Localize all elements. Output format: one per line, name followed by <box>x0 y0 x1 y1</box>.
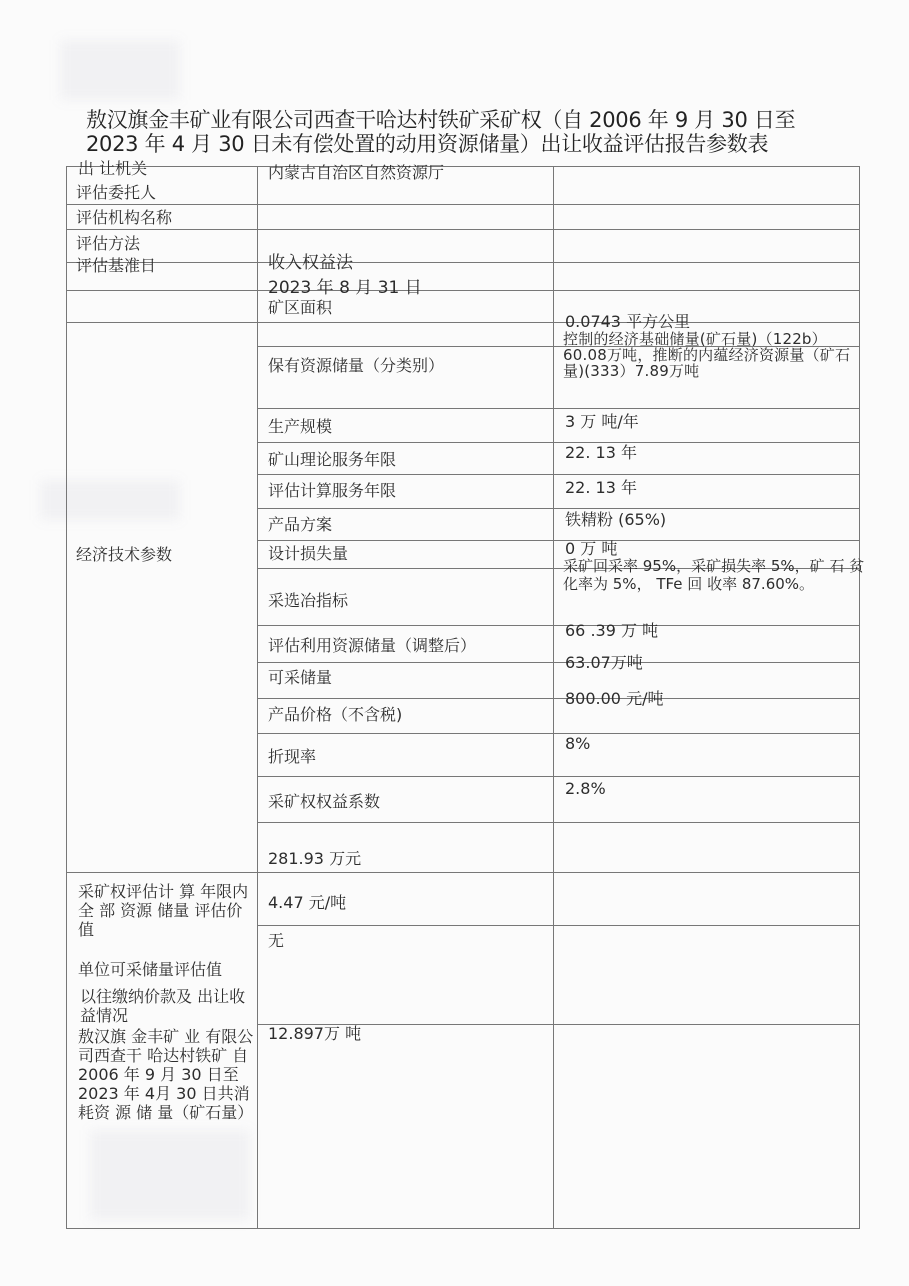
grant-authority-value: 内蒙古自治区自然资源厅 <box>268 163 445 182</box>
econ-item-label: 矿区面积 <box>268 298 333 317</box>
row-divider <box>66 872 860 873</box>
table-border-top <box>66 166 860 167</box>
row-divider <box>257 508 860 509</box>
econ-item-label: 可采储量 <box>268 668 333 687</box>
table-border-bottom <box>66 1228 860 1229</box>
row-divider <box>257 698 860 699</box>
econ-item-value: 66 .39 万 吨 <box>565 621 659 640</box>
row-divider <box>257 925 860 926</box>
econ-item-label: 采矿权权益系数 <box>268 792 381 811</box>
econ-item-value: 0 万 吨 <box>565 539 618 558</box>
econ-item-label: 产品方案 <box>268 515 333 534</box>
agency-label: 评估机构名称 <box>76 208 173 227</box>
history-value: 无 <box>268 931 285 950</box>
econ-item-value: 0.0743 平方公里 <box>565 312 691 331</box>
row-divider <box>66 204 860 205</box>
econ-item-value: 8% <box>565 734 591 753</box>
consumed-value: 12.897万 吨 <box>268 1024 362 1043</box>
method-value: 收入权益法 <box>268 253 353 273</box>
econ-item-value: 2.8% <box>565 779 606 798</box>
econ-item-label: 矿山理论服务年限 <box>268 450 397 469</box>
econ-item-label: 采选冶指标 <box>268 591 349 610</box>
row-divider <box>257 408 860 409</box>
row-divider <box>257 442 860 443</box>
econ-item-value: 63.07万吨 <box>565 653 643 672</box>
econ-item-label: 产品价格（不含税) <box>268 705 403 724</box>
row-divider <box>66 322 860 323</box>
row-divider <box>66 262 860 263</box>
econ-item-label: 评估计算服务年限 <box>268 481 397 500</box>
unit-value-label: 单位可采储量评估值 <box>78 960 223 979</box>
econ-item-value: 铁精粉 (65%) <box>565 510 667 529</box>
base-date-label: 评估基准日 <box>76 256 157 275</box>
row-divider <box>257 540 860 541</box>
table-border-left <box>66 166 67 1228</box>
econ-item-label: 折现率 <box>268 747 317 766</box>
total-value-label: 采矿权评估计 算 年限内全 部 资源 储量 评估价值 <box>78 882 249 939</box>
row-divider <box>257 733 860 734</box>
grant-authority-label: 出 让机关 <box>78 159 148 178</box>
method-label: 评估方法 <box>76 234 141 253</box>
base-date-value: 2023 年 8 月 31 日 <box>268 278 422 298</box>
row-divider <box>257 662 860 663</box>
econ-item-value: 控制的经济基础储量(矿石量)（122b）60.08万吨，推断的内蕴经济资源量（矿石量)(333）7.89万吨 <box>563 330 851 380</box>
econ-item-value: 800.00 元/吨 <box>565 689 664 708</box>
row-divider <box>257 776 860 777</box>
total-value: 281.93 万元 <box>268 849 362 868</box>
row-divider <box>257 474 860 475</box>
econ-section-label: 经济技术参数 <box>76 545 173 564</box>
row-divider <box>66 290 860 291</box>
table-border-right <box>859 166 860 1228</box>
history-label: 以往缴纳价款及 出让收益情况 <box>80 987 246 1025</box>
econ-item-value: 22. 13 年 <box>565 443 637 462</box>
title-line-1: 敖汉旗金丰矿业有限公司西查干哈达村铁矿采矿权（自 2006 年 9 月 30 日至 <box>86 108 796 132</box>
econ-item-label: 保有资源储量（分类别） <box>268 356 445 375</box>
econ-item-label: 设计损失量 <box>268 544 349 563</box>
row-divider <box>257 822 860 823</box>
econ-item-label: 生产规模 <box>268 417 333 436</box>
econ-item-label: 评估利用资源储量（调整后） <box>268 636 477 655</box>
row-divider <box>66 229 860 230</box>
title-line-2: 2023 年 4 月 30 日未有偿处置的动用资源储量）出让收益评估报告参数表 <box>86 132 769 156</box>
client-label: 评估委托人 <box>76 183 157 202</box>
row-divider <box>257 625 860 626</box>
unit-value: 4.47 元/吨 <box>268 893 347 912</box>
econ-item-value: 3 万 吨/年 <box>565 412 639 431</box>
table-col-divider-2 <box>553 166 554 1228</box>
consumed-label: 敖汉旗 金丰矿 业 有限公 司西查干 哈达村铁矿 自 2006 年 9 月 30 日至 2023 年 4月 30 日共消耗资 源 储 量（矿石量） <box>78 1027 254 1122</box>
econ-item-value: 采矿回采率 95%，采矿损失率 5%，矿 石 贫化率为 5%， TFe 回 收率 87.60%。 <box>563 557 865 593</box>
econ-item-value: 22. 13 年 <box>565 478 637 497</box>
